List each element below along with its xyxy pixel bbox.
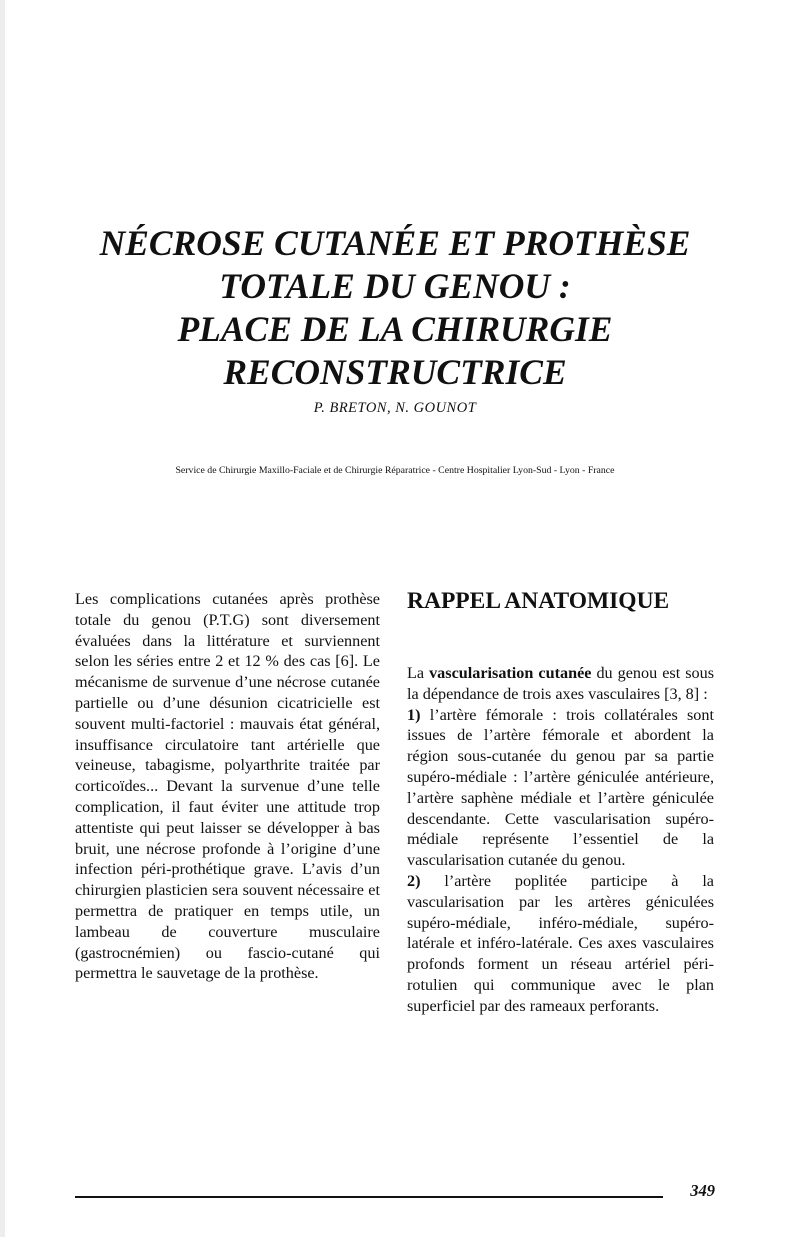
vascularisation-paragraph — [407, 663, 714, 705]
title-line-1: NÉCROSE CUTANÉE ET PROTHÈSE — [99, 223, 691, 263]
footer-rule — [75, 1196, 663, 1198]
list-item-femoral-artery — [407, 705, 714, 871]
item-text: l’artère fémorale : trois collatérales sont issues de l’artère fémorale et abordent la région sous-cutanée du genou par sa partie supéro-médiale : l’artère géniculée antérieure, l’artère saphène médiale et l’artère géniculée descendante. Cette vascularisation supéro-médiale représente l’essentiel de la vascularisation cutanée du genou. — [407, 705, 714, 870]
list-item-popliteal-artery — [407, 871, 714, 1017]
title-line-3: PLACE DE LA CHIRURGIE — [177, 309, 613, 349]
title-line-4: RECONSTRUCTRICE — [223, 352, 567, 392]
intro-paragraph: Les complications cutanées après prothèse totale du genou (P.T.G) sont diversement évaluées dans la littérature et surviennent selon les séries entre 2 et 12 % des cas [6]. Le mécanisme de survenue d’une nécrose cutanée partielle ou d’une désunion cicatricielle est souvent multi-factoriel : mauvais état général, insuffisance circulatoire tant artérielle que veineuse, tabagisme, polyarthrite traitée par corticoïdes... Devant la survenue d’une telle complication, il faut éviter une attitude trop attentiste qui peut laisser se développer à bas bruit, une nécrose profonde à l’origine d’une infection péri-prothétique grave. L’avis d’un chirurgien plasticien sera souvent nécessaire et permettra de pratiquer en temps utile, un lambeau de couverture musculaire (gastrocnémien) ou fascio-cutané qui permettra le sauvetage de la prothèse. — [75, 590, 380, 983]
title-line-2: TOTALE DU GENOU : — [219, 266, 571, 306]
item-number: 2) — [407, 871, 421, 890]
item-number: 1) — [407, 705, 421, 724]
article-affiliation: Service de Chirurgie Maxillo-Faciale et de Chirurgie Réparatrice - Centre Hospitalier Lyon-Sud - Lyon - France — [175, 465, 615, 476]
article-title — [60, 222, 730, 394]
page-number: 349 — [690, 1181, 715, 1200]
article-authors: P. BRETON, N. GOUNOT — [313, 400, 477, 416]
intro-bold-term: vascularisation cutanée — [429, 664, 592, 682]
item-text: l’artère poplitée participe à la vascularisation par les artères géniculées supéro-médiale, inféro-médiale, supéro-latérale et inféro-latérale. Ces axes vasculaires profonds forment un réseau artériel péri-rotulien qui communique avec le plan superficiel par des rameaux perforants. — [407, 871, 714, 1015]
left-column — [75, 589, 380, 984]
intro-text-before: La — [407, 664, 430, 682]
scan-edge — [0, 0, 5, 1237]
intro-text-after: du genou est sous la dépendance de trois axes vasculaires [3, 8] : — [407, 664, 714, 703]
right-column — [407, 663, 714, 1017]
section-heading: RAPPEL ANATOMIQUE — [407, 588, 670, 614]
